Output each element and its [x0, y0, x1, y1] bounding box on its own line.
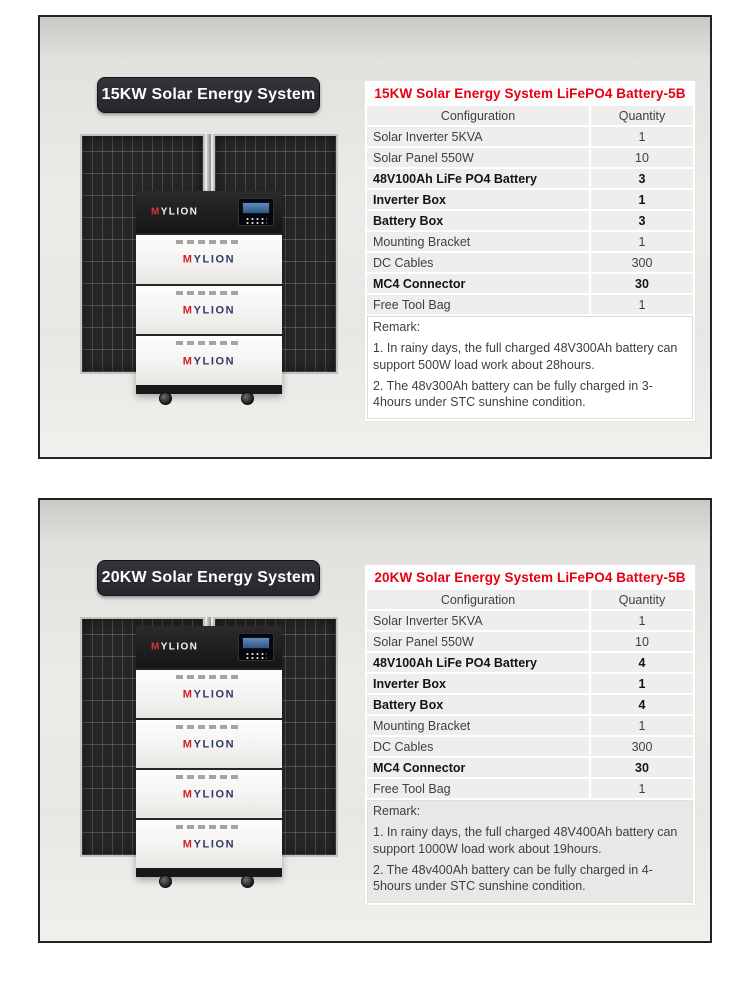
remark-line: 2. The 48v300Ah battery can be fully charged in 3-4hours under STC sunshine condition.	[373, 378, 653, 409]
table-row	[367, 148, 693, 167]
remark-row	[367, 800, 693, 903]
module-vent	[176, 291, 242, 295]
quantity-cell: 4	[591, 653, 693, 672]
column-header-quantity: Quantity	[591, 106, 693, 125]
table-row	[367, 190, 693, 209]
section-banner: 20KW Solar Energy System	[97, 560, 320, 596]
display-buttons	[245, 217, 267, 224]
config-cell: Battery Box	[367, 695, 589, 714]
brand-logo-rest: YLION	[193, 738, 236, 751]
spec-table-body	[367, 83, 693, 419]
table-header-row	[367, 590, 693, 609]
quantity-cell: 1	[591, 190, 693, 209]
brand-logo-rest: YLION	[193, 304, 236, 317]
brand-logo-first-letter: M	[151, 641, 161, 653]
config-cell: MC4 Connector	[367, 758, 589, 777]
brand-logo	[183, 689, 235, 701]
brand-logo-rest: YLION	[193, 838, 236, 851]
stack-base	[136, 868, 282, 877]
config-cell: 48V100Ah LiFe PO4 Battery	[367, 653, 589, 672]
battery-module	[136, 334, 282, 385]
table-title-row	[367, 83, 693, 104]
config-cell: Mounting Bracket	[367, 716, 589, 735]
quantity-cell: 30	[591, 758, 693, 777]
product-section-20kw	[38, 498, 712, 943]
battery-module	[136, 233, 282, 284]
table-row	[367, 611, 693, 630]
table-row	[367, 253, 693, 272]
display-screen	[242, 637, 270, 649]
remark-row	[367, 316, 693, 419]
section-banner: 15KW Solar Energy System	[97, 77, 320, 113]
brand-logo	[183, 355, 235, 367]
config-cell: DC Cables	[367, 737, 589, 756]
brand-logo-first-letter: M	[182, 788, 194, 801]
quantity-cell: 3	[591, 169, 693, 188]
remark-line: 1. In rainy days, the full charged 48V300Ah battery can support 500W load work about 28hours.	[373, 341, 678, 372]
quantity-cell: 1	[591, 611, 693, 630]
table-row	[367, 758, 693, 777]
remark-label: Remark:	[373, 320, 421, 334]
brand-logo-first-letter: M	[182, 355, 194, 368]
remark-line: 1. In rainy days, the full charged 48V400Ah battery can support 1000W load work about 19hours.	[373, 825, 678, 856]
inverter-unit	[136, 626, 282, 668]
product-section-15kw	[38, 15, 712, 459]
table-row	[367, 674, 693, 693]
table-title-row	[367, 567, 693, 588]
spec-table-body	[367, 567, 693, 903]
config-cell: Solar Inverter 5KVA	[367, 127, 589, 146]
battery-module	[136, 768, 282, 818]
config-cell: Mounting Bracket	[367, 232, 589, 251]
brand-logo-first-letter: M	[151, 206, 161, 218]
brand-logo-rest: YLION	[193, 688, 236, 701]
battery-stack	[136, 191, 282, 394]
config-cell: Free Tool Bag	[367, 295, 589, 314]
module-vent	[176, 725, 242, 729]
battery-module	[136, 718, 282, 768]
quantity-cell: 10	[591, 632, 693, 651]
quantity-cell: 1	[591, 716, 693, 735]
module-vent	[176, 825, 242, 829]
module-vent	[176, 675, 242, 679]
quantity-cell: 1	[591, 127, 693, 146]
brand-logo-first-letter: M	[182, 304, 194, 317]
quantity-cell: 3	[591, 211, 693, 230]
table-row	[367, 295, 693, 314]
brand-logo	[183, 254, 235, 266]
table-row	[367, 232, 693, 251]
brand-logo	[183, 789, 235, 801]
brand-logo	[183, 839, 235, 851]
brand-logo-rest: YLION	[193, 788, 236, 801]
config-cell: Inverter Box	[367, 190, 589, 209]
brand-logo	[151, 207, 198, 218]
brand-logo-first-letter: M	[182, 254, 194, 267]
inverter-display	[238, 198, 274, 226]
table-row	[367, 737, 693, 756]
table-row	[367, 211, 693, 230]
config-cell: Solar Panel 550W	[367, 632, 589, 651]
table-row	[367, 716, 693, 735]
table-row	[367, 169, 693, 188]
table-row	[367, 653, 693, 672]
caster-wheel	[241, 875, 254, 888]
brand-logo	[183, 305, 235, 317]
quantity-cell: 1	[591, 232, 693, 251]
quantity-cell: 1	[591, 674, 693, 693]
battery-module	[136, 284, 282, 335]
table-row	[367, 779, 693, 798]
battery-module	[136, 818, 282, 868]
quantity-cell: 10	[591, 148, 693, 167]
caster-wheel	[159, 392, 172, 405]
table-row	[367, 695, 693, 714]
remark-section	[367, 800, 693, 903]
spec-table	[365, 565, 695, 905]
config-cell: Solar Panel 550W	[367, 148, 589, 167]
module-vent	[176, 240, 242, 244]
config-cell: Inverter Box	[367, 674, 589, 693]
display-screen	[242, 202, 270, 214]
brand-logo	[151, 642, 198, 653]
table-row	[367, 274, 693, 293]
brand-logo-rest: YLION	[160, 206, 199, 218]
config-cell: Solar Inverter 5KVA	[367, 611, 589, 630]
spec-table	[365, 81, 695, 421]
table-row	[367, 127, 693, 146]
table-title: 15KW Solar Energy System LiFePO4 Battery-5B	[367, 83, 693, 104]
column-header-configuration: Configuration	[367, 590, 589, 609]
battery-stack	[136, 626, 282, 877]
brand-logo-rest: YLION	[160, 641, 199, 653]
brand-logo-rest: YLION	[193, 254, 236, 267]
quantity-cell: 1	[591, 779, 693, 798]
table-header-row	[367, 106, 693, 125]
caster-wheel	[241, 392, 254, 405]
product-image	[80, 617, 338, 889]
inverter-display	[238, 633, 274, 661]
quantity-cell: 300	[591, 737, 693, 756]
product-image	[80, 134, 338, 406]
caster-wheel	[159, 875, 172, 888]
column-header-quantity: Quantity	[591, 590, 693, 609]
quantity-cell: 4	[591, 695, 693, 714]
brand-logo-first-letter: M	[182, 688, 194, 701]
remark-label: Remark:	[373, 804, 421, 818]
display-buttons	[245, 652, 267, 659]
inverter-unit	[136, 191, 282, 233]
column-header-configuration: Configuration	[367, 106, 589, 125]
remark-line: 2. The 48v400Ah battery can be fully charged in 4-5hours under STC sunshine condition.	[373, 862, 653, 893]
quantity-cell: 1	[591, 295, 693, 314]
table-row	[367, 632, 693, 651]
config-cell: MC4 Connector	[367, 274, 589, 293]
brand-logo	[183, 739, 235, 751]
config-cell: 48V100Ah LiFe PO4 Battery	[367, 169, 589, 188]
battery-module	[136, 668, 282, 718]
quantity-cell: 30	[591, 274, 693, 293]
config-cell: Battery Box	[367, 211, 589, 230]
quantity-cell: 300	[591, 253, 693, 272]
remark-section	[367, 316, 693, 419]
config-cell: Free Tool Bag	[367, 779, 589, 798]
config-cell: DC Cables	[367, 253, 589, 272]
module-vent	[176, 341, 242, 345]
table-title: 20KW Solar Energy System LiFePO4 Battery-5B	[367, 567, 693, 588]
stack-base	[136, 385, 282, 394]
brand-logo-rest: YLION	[193, 355, 236, 368]
brand-logo-first-letter: M	[182, 838, 194, 851]
brand-logo-first-letter: M	[182, 738, 194, 751]
module-vent	[176, 775, 242, 779]
